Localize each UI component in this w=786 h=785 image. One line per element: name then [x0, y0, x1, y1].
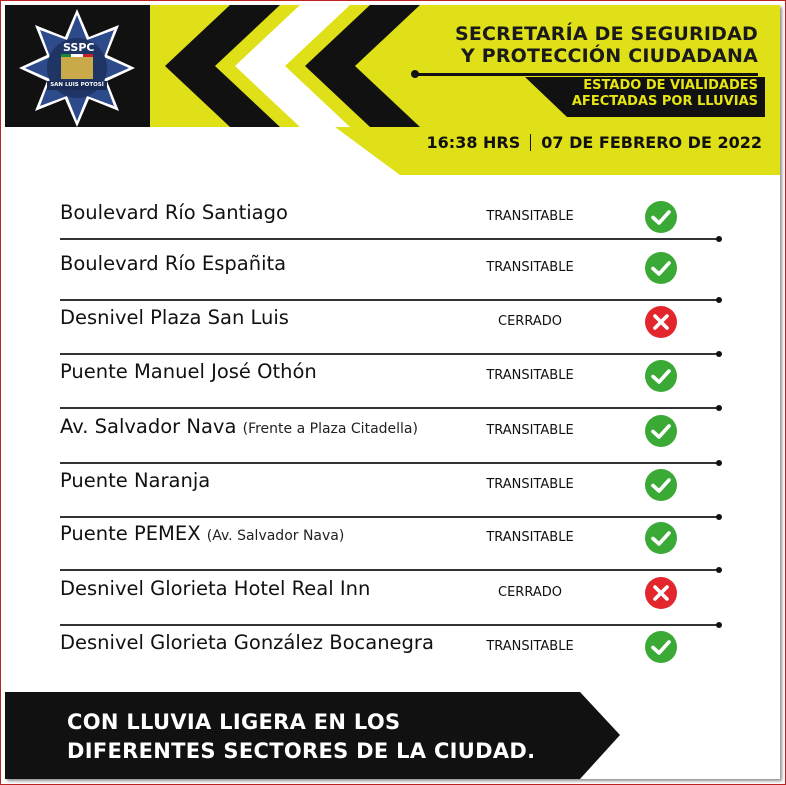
road-row: [60, 626, 720, 680]
sspc-logo: [17, 7, 137, 129]
divider-dot: [411, 70, 419, 78]
check-icon: [645, 252, 677, 284]
check-icon: [645, 522, 677, 554]
road-name-text: Puente PEMEX: [60, 522, 201, 545]
road-row: [60, 301, 720, 355]
divider-line: [415, 73, 758, 76]
road-row: [60, 193, 720, 247]
row-divider: [60, 569, 720, 571]
timestamp-separator: [530, 134, 531, 151]
check-icon: [645, 631, 677, 663]
road-name-text: Boulevard Río Santiago: [60, 201, 288, 224]
check-icon: [645, 469, 677, 501]
road-status: TRANSITABLE: [486, 260, 574, 275]
road-name: [60, 631, 434, 654]
road-name: [60, 306, 289, 329]
road-row: [60, 410, 720, 464]
organization-line-2: Y PROTECCIÓN CIUDADANA: [460, 45, 758, 67]
star-badge-icon: [17, 7, 137, 129]
road-name: [60, 360, 317, 383]
weather-notice: [67, 708, 535, 766]
road-status: TRANSITABLE: [486, 423, 574, 438]
road-name-text: Av. Salvador Nava: [60, 415, 237, 438]
road-name: [60, 201, 288, 224]
road-name-text: Boulevard Río Españita: [60, 252, 287, 275]
road-name-text: Puente Manuel José Othón: [60, 360, 317, 383]
organization-name: [455, 23, 758, 67]
road-status: TRANSITABLE: [486, 209, 574, 224]
road-status: TRANSITABLE: [486, 639, 574, 654]
road-name-text: Desnivel Glorieta González Bocanegra: [60, 631, 434, 654]
road-name-text: Desnivel Plaza San Luis: [60, 306, 289, 329]
logo-ribbon-text: SAN LUIS POTOSÍ: [50, 82, 104, 88]
road-name: [60, 252, 286, 275]
road-row: [60, 572, 720, 626]
report-date: 07 DE FEBRERO DE 2022: [541, 133, 762, 152]
check-icon: [645, 415, 677, 447]
road-name: [60, 522, 344, 545]
check-icon: [645, 360, 677, 392]
road-name: [60, 415, 418, 438]
road-row: [60, 517, 720, 571]
road-status: CERRADO: [498, 314, 562, 329]
weather-notice-line-1: CON LLUVIA LIGERA EN LOS: [67, 710, 401, 734]
road-status: TRANSITABLE: [486, 530, 574, 545]
row-divider-dot: [716, 236, 722, 242]
x-icon: [645, 306, 677, 338]
road-row: [60, 355, 720, 409]
road-name-text: Puente Naranja: [60, 469, 211, 492]
header-banner: [5, 5, 780, 175]
road-name: [60, 469, 210, 492]
x-icon: [645, 577, 677, 609]
road-name: [60, 577, 370, 600]
report-timestamp: [427, 133, 762, 152]
road-note: (Frente a Plaza Citadella): [242, 421, 418, 437]
logo-badge-text: SSPC: [63, 41, 95, 54]
road-status: TRANSITABLE: [486, 368, 574, 383]
row-divider: [60, 407, 720, 409]
road-row: [60, 464, 720, 518]
infographic-card: [5, 5, 780, 779]
report-time: 16:38 HRS: [426, 133, 521, 152]
report-subtitle: [572, 78, 758, 110]
road-status: TRANSITABLE: [486, 477, 574, 492]
road-status: CERRADO: [498, 585, 562, 600]
organization-line-1: SECRETARÍA DE SEGURIDAD: [454, 23, 758, 45]
road-row: [60, 247, 720, 301]
road-note: (Av. Salvador Nava): [206, 528, 345, 544]
subtitle-line-1: ESTADO DE VIALIDADES: [583, 78, 758, 93]
weather-notice-line-2: DIFERENTES SECTORES DE LA CIUDAD.: [67, 739, 536, 763]
subtitle-line-2: AFECTADAS POR LLUVIAS: [571, 94, 758, 109]
road-name-text: Desnivel Glorieta Hotel Real Inn: [60, 577, 371, 600]
check-icon: [645, 201, 677, 233]
row-divider: [60, 238, 720, 240]
footer-banner: [5, 692, 780, 779]
